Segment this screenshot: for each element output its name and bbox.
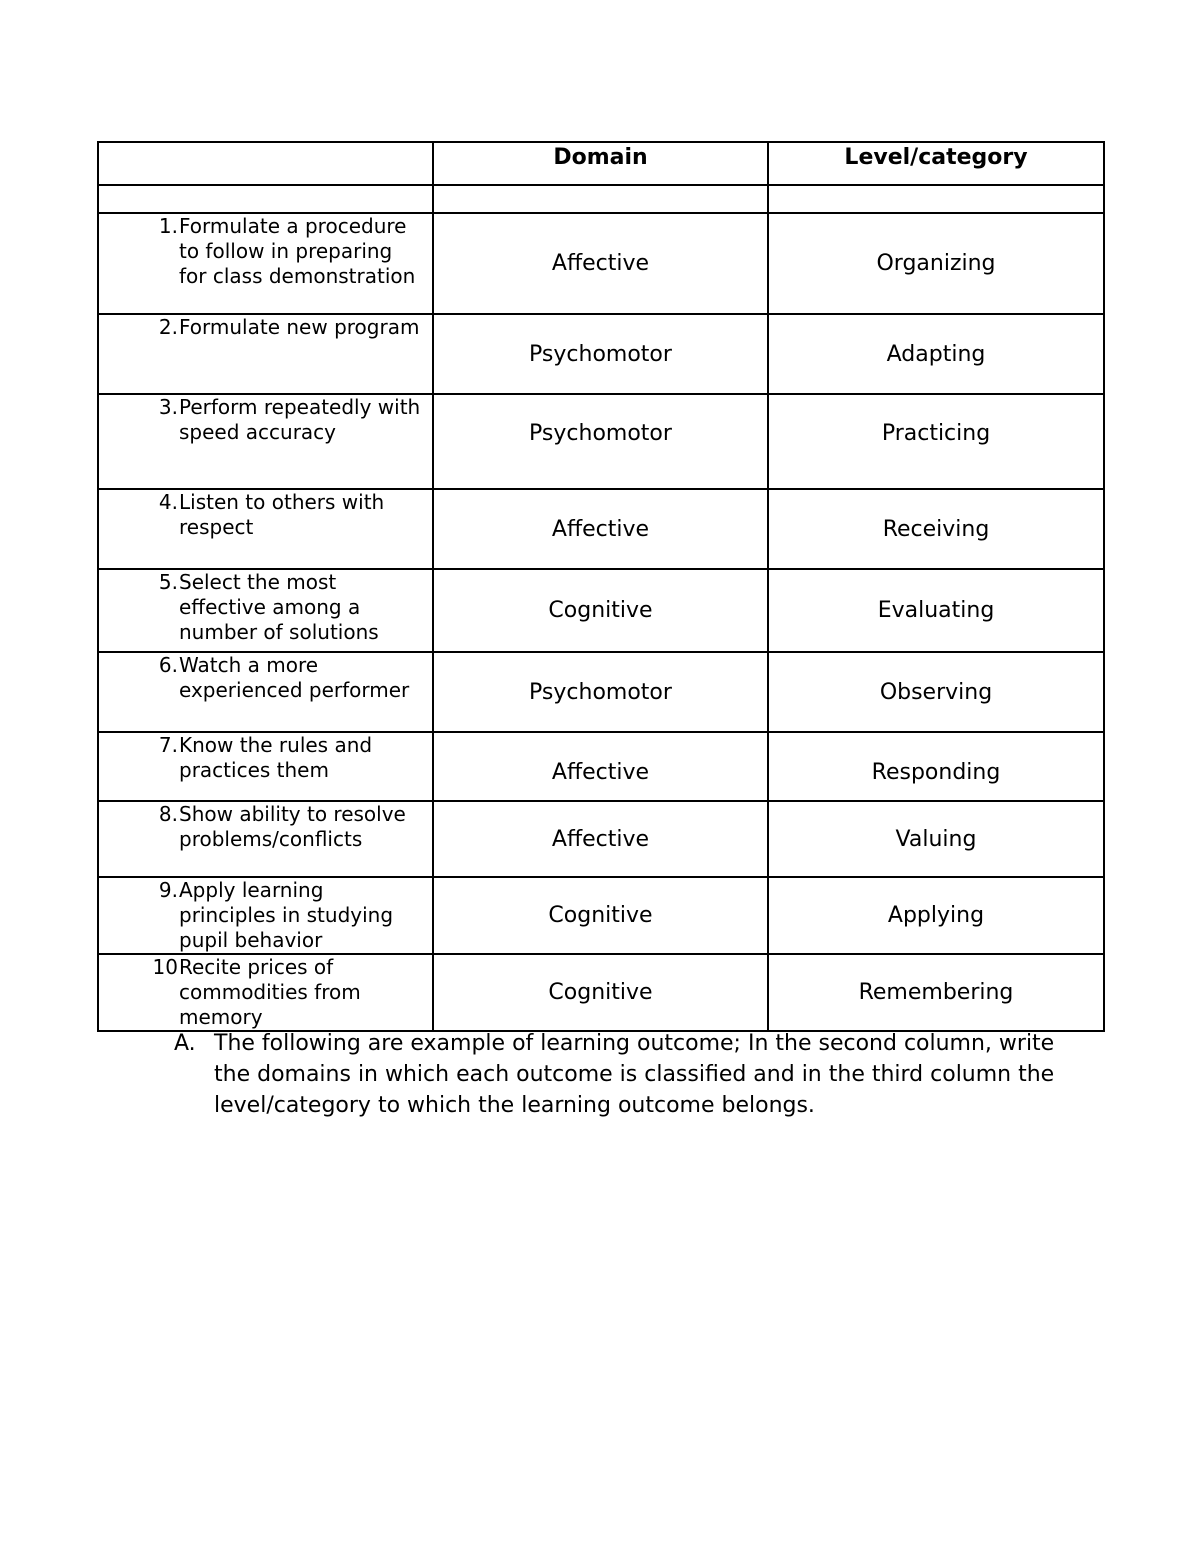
table-row	[98, 954, 1104, 1031]
domain-cell: Affective	[433, 489, 768, 569]
outcome-cell	[98, 954, 433, 1031]
table-row	[98, 213, 1104, 314]
outcome-text: Formulate a procedure to follow in preparing for class demonstration	[179, 214, 416, 288]
outcome-number: 3.	[158, 395, 178, 419]
table-row	[98, 314, 1104, 394]
domain-cell: Affective	[433, 801, 768, 877]
outcome-text: Apply learning principles in studying pupil behavior	[179, 878, 394, 952]
domain-cell: Affective	[433, 213, 768, 314]
header-level: Level/category	[768, 142, 1104, 185]
outcome-text: Watch a more experienced performer	[179, 653, 410, 702]
empty-row	[98, 185, 1104, 213]
outcome-number: 1.	[158, 214, 178, 238]
outcome-cell	[98, 394, 433, 489]
outcome-cell	[98, 489, 433, 569]
outcome-text: Show ability to resolve problems/conflicts	[179, 802, 406, 851]
outcome-text: Formulate new program	[179, 315, 420, 339]
outcome-number: 8.	[158, 802, 178, 826]
header-outcome	[98, 142, 433, 185]
table-header-row	[98, 142, 1104, 185]
level-cell: Responding	[768, 732, 1104, 801]
outcome-cell	[98, 801, 433, 877]
level-cell: Practicing	[768, 394, 1104, 489]
table-row	[98, 801, 1104, 877]
level-cell: Receiving	[768, 489, 1104, 569]
outcome-text: Select the most effective among a number of solutions	[179, 570, 379, 644]
level-cell: Observing	[768, 652, 1104, 732]
outcome-number: 2.	[158, 315, 178, 339]
domain-cell: Cognitive	[433, 954, 768, 1031]
table-row	[98, 489, 1104, 569]
level-cell: Remembering	[768, 954, 1104, 1031]
outcome-cell	[98, 314, 433, 394]
level-cell: Valuing	[768, 801, 1104, 877]
outcome-number: 6.	[158, 653, 178, 677]
outcome-cell	[98, 732, 433, 801]
table-row	[98, 394, 1104, 489]
domain-cell: Cognitive	[433, 569, 768, 652]
domain-cell: Cognitive	[433, 877, 768, 954]
outcome-number: 7.	[158, 733, 178, 757]
outcome-number: 5.	[158, 570, 178, 594]
outcome-cell	[98, 877, 433, 954]
domain-cell: Psychomotor	[433, 314, 768, 394]
outcome-text: Listen to others with respect	[179, 490, 385, 539]
learning-outcomes-table	[97, 141, 1105, 1032]
header-domain: Domain	[433, 142, 768, 185]
level-cell: Adapting	[768, 314, 1104, 394]
outcome-number: 9.	[158, 878, 178, 902]
outcome-number: 10	[152, 955, 178, 979]
level-cell: Applying	[768, 877, 1104, 954]
table-row	[98, 877, 1104, 954]
table-row	[98, 652, 1104, 732]
outcome-number: 4.	[158, 490, 178, 514]
outcome-cell	[98, 652, 433, 732]
outcome-text: Recite prices of commodities from memory	[179, 955, 361, 1029]
outcome-text: Perform repeatedly with speed accuracy	[179, 395, 421, 444]
domain-cell: Psychomotor	[433, 652, 768, 732]
table-row	[98, 732, 1104, 801]
instruction-marker: A.	[174, 1031, 196, 1056]
domain-cell: Psychomotor	[433, 394, 768, 489]
outcome-text: Know the rules and practices them	[179, 733, 373, 782]
outcome-cell	[98, 569, 433, 652]
domain-cell: Affective	[433, 732, 768, 801]
level-cell: Evaluating	[768, 569, 1104, 652]
table-row	[98, 569, 1104, 652]
outcome-cell	[98, 213, 433, 314]
level-cell: Organizing	[768, 213, 1104, 314]
instruction-text: The following are example of learning outcome; In the second column, write the domains in which each outcome is classified and in the third column the level/category to which the learning outcome belongs.	[214, 1031, 1055, 1118]
instruction-paragraph	[174, 1028, 1074, 1121]
